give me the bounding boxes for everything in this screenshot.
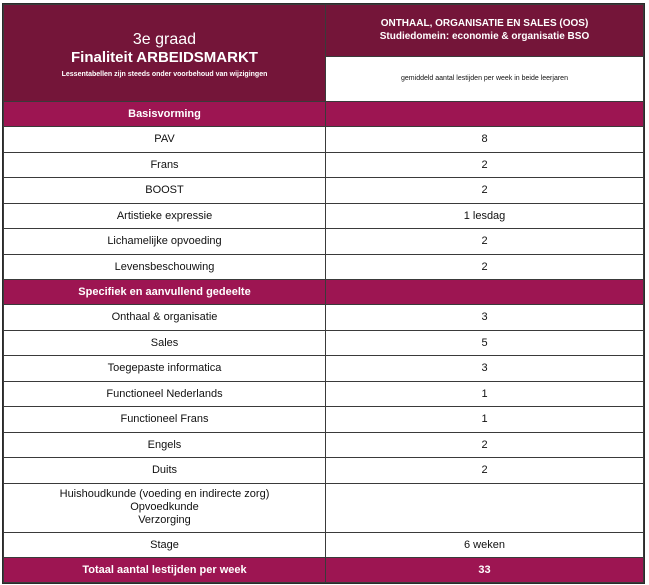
subject-cell-multi — [4, 483, 326, 532]
section-header-basisvorming — [4, 102, 644, 127]
total-label: Totaal aantal lestijden per week — [4, 558, 326, 583]
grade-title: 3e graad — [132, 30, 197, 48]
subject-cell: Lichamelijke opvoeding — [4, 229, 326, 255]
hours-cell: 2 — [326, 254, 644, 280]
table-row — [4, 330, 644, 356]
program-title: ONTHAAL, ORGANISATIE EN SALES (OOS) — [380, 18, 589, 30]
table-row-stage — [4, 532, 644, 558]
subject-line: Huishoudkunde (voeding en indirecte zorg) — [59, 488, 270, 500]
hours-cell: 5 — [326, 330, 644, 356]
table-row — [4, 203, 644, 229]
hours-cell: 3 — [326, 305, 644, 331]
subject-cell: Toegepaste informatica — [4, 356, 326, 382]
table-row-multi — [4, 483, 644, 532]
table-row — [4, 229, 644, 255]
study-domain: Studiedomein: economie & organisatie BSO — [379, 31, 590, 43]
subject-cell: Functioneel Frans — [4, 407, 326, 433]
hours-cell: 2 — [326, 229, 644, 255]
curriculum-table-frame — [2, 3, 645, 584]
subject-line: Opvoedkunde — [130, 501, 199, 513]
subject-line: Verzorging — [138, 514, 191, 526]
hours-cell: 6 weken — [326, 532, 644, 558]
total-row — [4, 558, 644, 583]
hours-cell: 8 — [326, 127, 644, 153]
hours-cell: 1 — [326, 407, 644, 433]
curriculum-table — [3, 4, 644, 583]
section-title: Basisvorming — [4, 102, 326, 127]
table-row — [4, 305, 644, 331]
table-row — [4, 127, 644, 153]
subject-cell: Functioneel Nederlands — [4, 381, 326, 407]
finality-title: Finaliteit ARBEIDSMARKT — [71, 48, 258, 66]
table-row — [4, 356, 644, 382]
hours-cell — [326, 483, 644, 532]
section-empty-cell — [326, 102, 644, 127]
total-hours: 33 — [326, 558, 644, 583]
header-right-cell — [326, 5, 644, 57]
hours-cell: 2 — [326, 458, 644, 484]
subject-cell: Artistieke expressie — [4, 203, 326, 229]
table-row — [4, 458, 644, 484]
table-row — [4, 178, 644, 204]
subject-cell: Duits — [4, 458, 326, 484]
hours-note: gemiddeld aantal lestijden per week in beide leerjaren — [326, 56, 644, 101]
hours-cell: 2 — [326, 432, 644, 458]
hours-cell: 1 — [326, 381, 644, 407]
subject-cell: Sales — [4, 330, 326, 356]
table-row — [4, 254, 644, 280]
subject-cell: Engels — [4, 432, 326, 458]
subject-cell: Levensbeschouwing — [4, 254, 326, 280]
section-header-specifiek — [4, 280, 644, 305]
hours-cell: 3 — [326, 356, 644, 382]
subject-cell: Stage — [4, 532, 326, 558]
table-row — [4, 152, 644, 178]
hours-cell: 2 — [326, 178, 644, 204]
disclaimer-text: Lessentabellen zijn steeds onder voorbehoud van wijzigingen — [61, 70, 268, 78]
table-row — [4, 407, 644, 433]
subject-cell: BOOST — [4, 178, 326, 204]
subject-cell: Onthaal & organisatie — [4, 305, 326, 331]
hours-cell: 1 lesdag — [326, 203, 644, 229]
subject-cell: Frans — [4, 152, 326, 178]
section-empty-cell — [326, 280, 644, 305]
table-row — [4, 432, 644, 458]
subject-cell: PAV — [4, 127, 326, 153]
section-title: Specifiek en aanvullend gedeelte — [4, 280, 326, 305]
table-row — [4, 381, 644, 407]
hours-cell: 2 — [326, 152, 644, 178]
header-left-cell — [4, 5, 326, 102]
